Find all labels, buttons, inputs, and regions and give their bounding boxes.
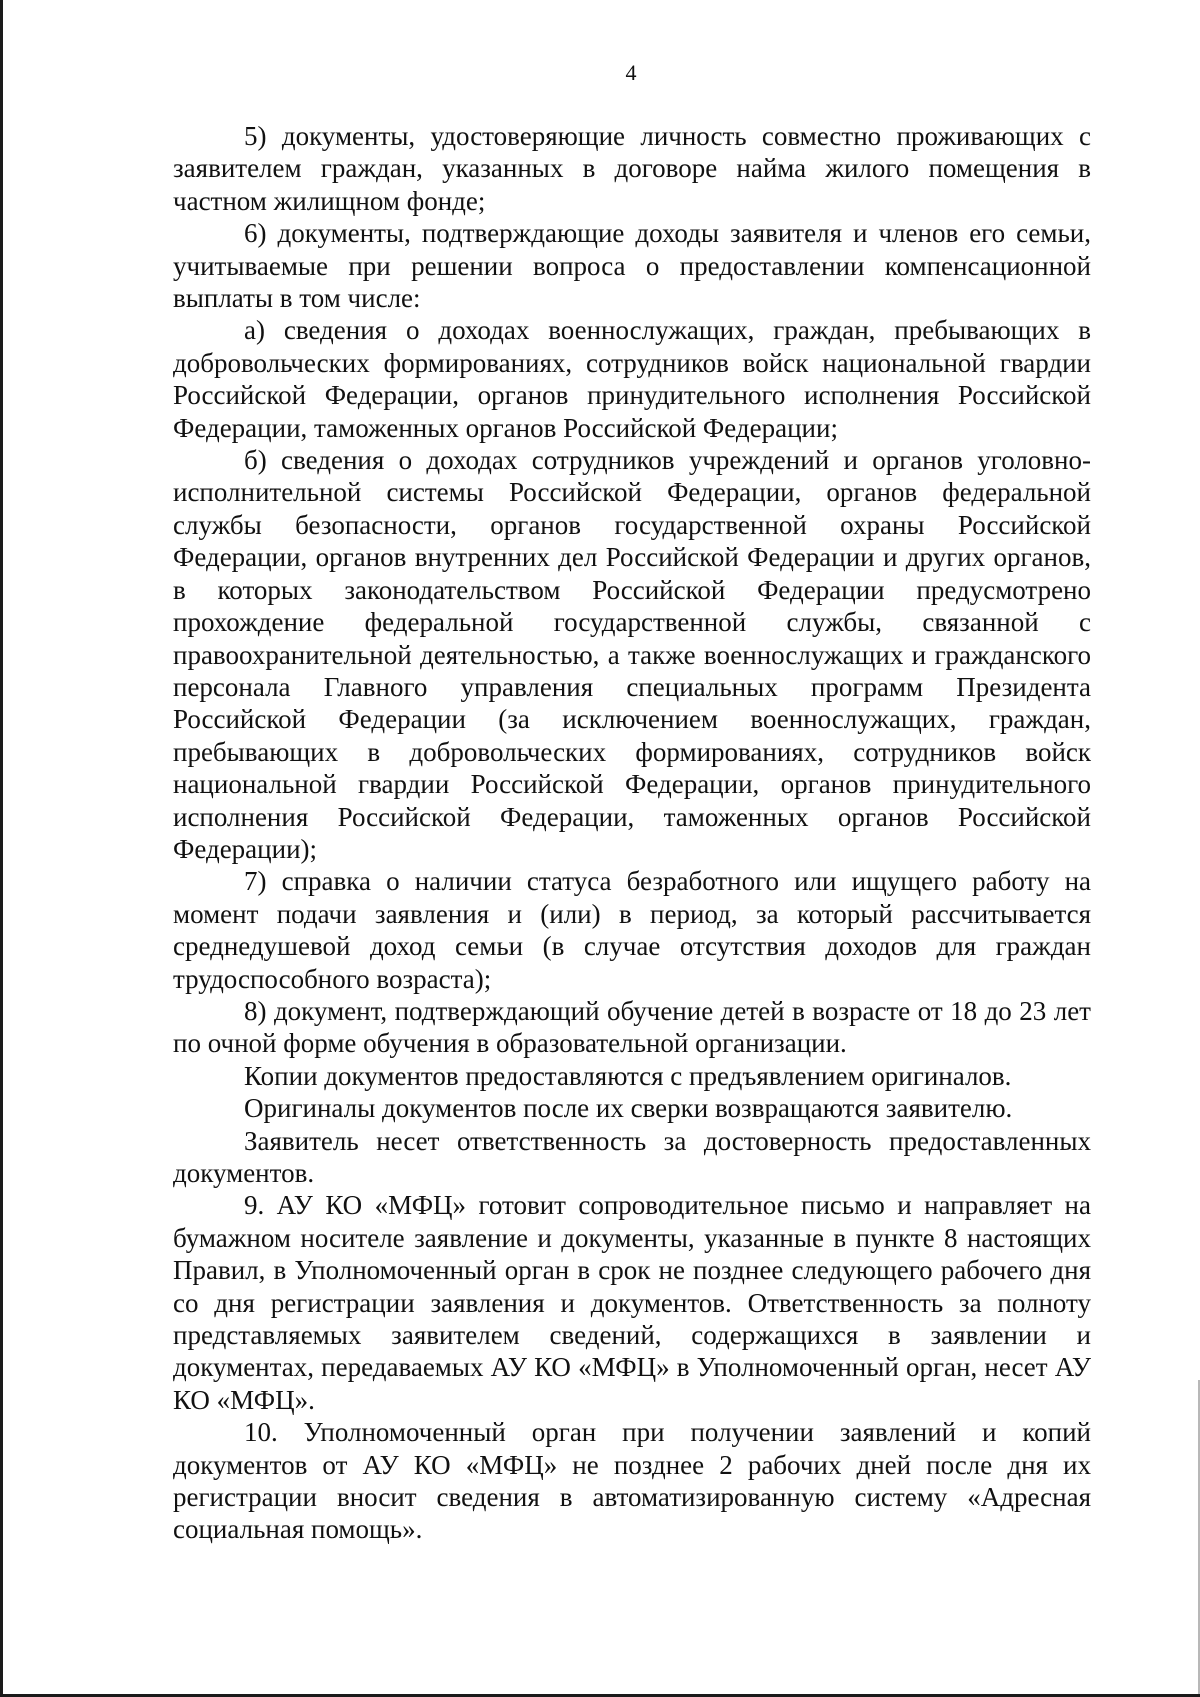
paragraph-item-6: 6) документы, подтверждающие доходы заявителя и членов его семьи, учитываемые при решении вопроса о предоставлении компенсационной выплаты в том числе: <box>173 218 1091 314</box>
paragraph-originals: Оригиналы документов после их сверки возвращаются заявителю. <box>244 1093 1013 1124</box>
scan-edge-left <box>0 0 3 1697</box>
paragraph-section-9: 9. АУ КО «МФЦ» готовит сопроводительное письмо и направляет на бумажном носителе заявление и документы, указанные в пункте 8 настоящих Правил, в Уполномоченный орган в срок не позднее следующего рабочего дня со дня регистрации заявления и документов. Ответственность за полноту представляемых заявителем сведений, содержащихся в заявлении и документах, передаваемых АУ КО «МФЦ» в Уполномоченный орган, несет АУ КО «МФЦ». <box>173 1190 1091 1415</box>
page-number: 4 <box>625 60 637 85</box>
paragraph-item-5: 5) документы, удостоверяющие личность совместно проживающих с заявителем граждан, указанных в договоре найма жилого помещения в частном жилищном фонде; <box>173 121 1091 216</box>
paragraph-item-7: 7) справка о наличии статуса безработного или ищущего работу на момент подачи заявления и (или) в период, за который рассчитывается среднедушевой доход семьи (в случае отсутствия доходов для граждан трудоспособного возраста); <box>173 866 1091 994</box>
paragraph-item-8: 8) документ, подтверждающий обучение детей в возрасте от 18 до 23 лет по очной форме обучения в образовательной организации. <box>173 995 1091 1059</box>
document-body <box>173 120 1091 1546</box>
paragraph-subitem-b: б) сведения о доходах сотрудников учреждений и органов уголовно-исполнительной системы Российской Федерации, органов федеральной службы безопасности, органов государственной охраны Российской Федерации, органов внутренних дел Российской Федерации и других органов, в которых законодательством Российской Федерации предусмотрено прохождение федеральной государственной службы, связанной с правоохранительной деятельностью, а также военнослужащих и гражданского персонала Главного управления специальных программ Президента Российской Федерации (за исключением военнослужащих, граждан, пребывающих в добровольческих формированиях, сотрудников войск национальной гвардии Российской Федерации, органов принудительного исполнения Российской Федерации, таможенных органов Российской Федерации); <box>173 445 1091 864</box>
paragraph-copies: Копии документов предоставляются с предъявлением оригиналов. <box>244 1060 1012 1091</box>
paragraph-section-10: 10. Уполномоченный орган при получении заявлений и копий документов от АУ КО «МФЦ» не позднее 2 рабочих дней после дня их регистрации вносит сведения в автоматизированную систему «Адресная социальная помощь». <box>173 1417 1091 1545</box>
paragraph-subitem-a: а) сведения о доходах военнослужащих, граждан, пребывающих в добровольческих формированиях, сотрудников войск национальной гвардии Российской Федерации, органов принудительного исполнения Российской Федерации, таможенных органов Российской Федерации; <box>173 315 1091 443</box>
paragraph-responsibility: Заявитель несет ответственность за достоверность предоставленных документов. <box>173 1125 1091 1188</box>
